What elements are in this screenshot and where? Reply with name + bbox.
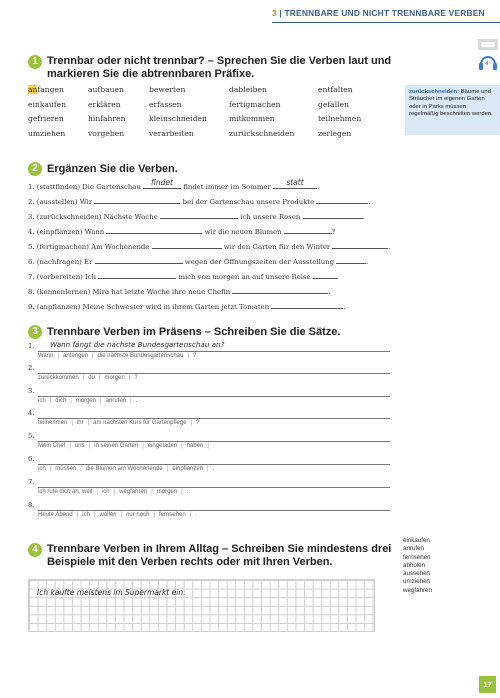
- header-separator: |: [276, 8, 285, 18]
- verb-list-item: fernsehen: [403, 553, 431, 561]
- handwritten-answer: statt: [286, 178, 304, 187]
- audio-track-number: 4: [485, 61, 489, 67]
- answer-line[interactable]: [38, 418, 390, 419]
- exercise-2-line: [28, 180, 319, 191]
- line-prefix: 7. (vorbereiten) Ich: [28, 273, 97, 281]
- line-end: .: [343, 303, 346, 311]
- verb-word[interactable]: bewerten: [149, 85, 186, 94]
- header-rule: [272, 22, 500, 23]
- verb-word[interactable]: gefallen: [318, 100, 349, 109]
- exercise-2-badge: 2: [28, 162, 42, 176]
- word-hint: ich | dich | morgen | anrufen | .: [38, 398, 138, 404]
- answer-line[interactable]: [38, 510, 390, 511]
- hint-word: uns: [74, 443, 85, 449]
- line-prefix: 2. (ausstellen) Wir: [28, 198, 93, 206]
- line-prefix: 6. (nachfragen) Er: [28, 258, 93, 266]
- line-prefix: 9. (anpflanzen) Meine Schwester wird in ihrem Garten jetzt Tomaten: [28, 303, 270, 311]
- hint-word: ihr: [76, 420, 84, 426]
- answer-blank[interactable]: [284, 225, 332, 234]
- exercise-2-title: Ergänzen Sie die Verben.: [47, 163, 178, 175]
- hint-word: anrufen: [105, 398, 127, 404]
- line-prefix: 8. (kennenlernen) Mira hat letzte Woche ihre neue Chefin: [28, 288, 231, 296]
- answer-blank[interactable]: [98, 270, 176, 279]
- info-box: [405, 85, 500, 135]
- writing-area[interactable]: [28, 579, 375, 632]
- hint-word: fernsehen: [159, 512, 186, 518]
- answer-blank[interactable]: [143, 180, 181, 189]
- answer-blank[interactable]: [271, 300, 346, 311]
- hint-word: zurückkommen: [38, 375, 79, 381]
- line-middle: bei der Gartenschau unsere Produkte: [182, 198, 315, 206]
- hint-word: ich rufe dich an, weil: [38, 489, 93, 495]
- info-term: zurückschneiden:: [409, 89, 460, 95]
- highlighted-prefix: an: [28, 85, 38, 94]
- exercise-3-title: Trennbare Verben im Präsens – Schreiben Sie die Sätze.: [47, 326, 341, 338]
- hint-word: dich: [55, 398, 67, 404]
- hint-word: .: [212, 443, 215, 449]
- verb-word[interactable]: entfalten: [318, 85, 353, 94]
- answer-line[interactable]: [38, 464, 390, 465]
- verb-word[interactable]: gefrieren: [28, 114, 64, 123]
- exercise-2-line: [28, 300, 346, 311]
- verb-list: [403, 537, 432, 595]
- exercise-1-title-line1: Trennbar oder nicht trennbar? – Sprechen Sie die Verben laut und: [47, 55, 392, 67]
- hint-word: ich: [82, 512, 90, 518]
- verb-word[interactable]: fertigmachen: [229, 100, 281, 109]
- item-number: 1.: [28, 342, 35, 350]
- hint-word: morgen: [75, 398, 97, 404]
- answer-blank[interactable]: [106, 225, 202, 234]
- hint-word: wegfahren: [119, 489, 148, 495]
- item-number: 5.: [28, 432, 35, 440]
- answer-blank[interactable]: [273, 178, 320, 191]
- chapter-title: TRENNBARE UND NICHT TRENNBARE VERBEN: [284, 8, 485, 18]
- hint-word: Wann: [38, 353, 54, 359]
- chapter-header: [272, 8, 485, 18]
- answer-blank[interactable]: [160, 210, 238, 219]
- hint-word: die Blumen am Wochenende: [85, 466, 163, 472]
- verb-list-item: aussehen: [403, 570, 430, 578]
- exercise-2-line: [28, 270, 339, 281]
- line-middle: ich unsere Rosen: [240, 213, 301, 221]
- exercise-2-line: [28, 255, 368, 266]
- line-prefix: 5. (fertigmachen) Am Wochenende: [28, 243, 150, 251]
- hint-word: teilnehmen: [38, 420, 68, 426]
- line-end: .: [388, 243, 391, 251]
- answer-line[interactable]: [38, 487, 390, 488]
- hint-word: Heute Abend: [38, 512, 73, 518]
- handwritten-answer: Wann fängt die nächste Bundesgartenschau an?: [50, 340, 225, 349]
- line-middle: wegen der Öffnungszeiten der Ausstellung: [184, 258, 335, 266]
- item-number: 6.: [28, 455, 35, 463]
- line-middle: findet immer im Sommer: [183, 183, 271, 191]
- hint-word: ich: [38, 398, 46, 404]
- line-middle: wir den Garten für den Winter: [223, 243, 331, 251]
- verb-word[interactable]: hinfahren: [88, 114, 126, 123]
- answer-blank[interactable]: [95, 255, 183, 264]
- exercise-2-line: [28, 240, 391, 251]
- item-number: 2.: [28, 364, 35, 372]
- info-text: Bäume und Sträucher im eigenen Garten oder in Parks müssen regelmäßig beschnitten werden.: [409, 89, 493, 118]
- exercise-3-badge: 3: [28, 325, 42, 339]
- verb-list-item: einkaufen: [403, 537, 430, 544]
- line-end: .: [368, 198, 371, 206]
- word-hint: Mein Chef | uns | in seinen Garten | eingeladen | haben | .: [38, 443, 215, 449]
- hint-word: .: [135, 398, 138, 404]
- word-hint: Wann | anfangen | die nächste Bundesgartenschau | ?: [38, 353, 197, 359]
- line-end: .: [336, 273, 340, 281]
- verb-word-rest: fangen: [37, 85, 64, 94]
- word-hint: zurückkommen | du | morgen | ?: [38, 375, 138, 381]
- verb-word[interactable]: erklären: [88, 100, 121, 109]
- verb-list-item: wegfahren: [403, 586, 432, 594]
- hint-word: die nächste Bundesgartenschau: [97, 353, 184, 359]
- answer-line[interactable]: [38, 373, 390, 374]
- hint-word: haben: [186, 443, 204, 449]
- line-end: .: [328, 288, 331, 296]
- exercise-1-title: [47, 55, 391, 81]
- exercise-1-badge: 1: [28, 55, 42, 69]
- exercise-4-title: [47, 543, 391, 569]
- hint-word: eingeladen: [147, 443, 178, 449]
- word-hint: Heute Abend | ich | wollen | nur noch | fernsehen | .: [38, 512, 197, 518]
- hint-word: morgen: [104, 375, 125, 381]
- answer-blank[interactable]: [332, 240, 391, 251]
- page-number: 17: [479, 676, 496, 693]
- hint-word: ?: [196, 420, 200, 426]
- hint-word: morgen: [156, 489, 178, 495]
- handwritten-answer: findet: [151, 178, 173, 187]
- hint-word: ?: [134, 375, 138, 381]
- chapter-number: 3: [272, 8, 277, 18]
- hint-word: .: [212, 466, 215, 472]
- verb-word[interactable]: einkaufen: [28, 100, 67, 109]
- hint-word: .: [186, 489, 189, 495]
- hint-word: müssen: [55, 466, 77, 472]
- verb-word[interactable]: kleinschneiden: [149, 114, 207, 123]
- word-hint: ich | müssen | die Blumen am Wochenende | einpflanzen | .: [38, 466, 215, 472]
- exercise-2-line: [28, 225, 335, 236]
- verb-word[interactable]: dableiben: [229, 85, 267, 94]
- exercise-2-line: [28, 210, 365, 221]
- exercise-4-title-line1: Trennbare Verben in Ihrem Alltag – Schreiben Sie mindestens drei: [47, 543, 392, 555]
- exercise-4-badge: 4: [28, 543, 42, 557]
- answer-blank[interactable]: [232, 285, 331, 296]
- line-prefix: 3. (zurückschneiden) Nächste Woche: [28, 213, 158, 221]
- line-prefix: 4. (einpflanzen) Wann: [28, 228, 105, 236]
- item-number: 4.: [28, 409, 35, 417]
- headphones-icon: [477, 39, 499, 75]
- word-hint: teilnehmen | ihr | am nächsten Kurs für Gartenpflege | ?: [38, 420, 200, 426]
- exercise-4-title-line2: Beispiele mit den Verben rechts oder mit Ihren Verben.: [47, 556, 333, 568]
- line-middle: wir die neuen Blumen: [204, 228, 282, 236]
- item-number: 3.: [28, 387, 35, 395]
- answer-blank[interactable]: [313, 270, 340, 281]
- hint-word: wollen: [99, 512, 117, 518]
- verb-word[interactable]: verarbeiten: [149, 129, 194, 138]
- line-end: .: [362, 213, 365, 221]
- handwritten-example: Ich kaufte meistens im Supermarkt ein.: [37, 588, 186, 597]
- line-end: ?: [331, 228, 336, 236]
- verb-list-item: anrufen: [403, 545, 424, 553]
- verb-list-item: umziehen: [403, 578, 430, 586]
- hint-word: du: [88, 375, 95, 381]
- hint-word: ich: [101, 489, 110, 495]
- hint-word: einpflanzen: [172, 466, 204, 472]
- answer-blank[interactable]: [152, 240, 222, 249]
- audio-track[interactable]: [477, 39, 499, 75]
- line-prefix: 1. (stattfinden) Die Gartenschau: [28, 183, 141, 191]
- hint-word: am nächsten Kurs für Gartenpflege: [93, 420, 187, 426]
- exercise-2-line: [28, 195, 371, 206]
- verb-word[interactable]: zerlegen: [318, 129, 352, 138]
- item-number: 7.: [28, 478, 35, 486]
- line-middle: mich von morgen an auf unsere Reise: [178, 273, 311, 281]
- exercise-2-line: [28, 285, 331, 296]
- exercise-1-title-line2: markieren Sie die abtrennbaren Präfixe.: [47, 68, 255, 80]
- verb-word[interactable]: teilnehmen: [318, 114, 362, 123]
- answer-blank[interactable]: [94, 195, 180, 204]
- verb-word[interactable]: umziehen: [28, 129, 66, 138]
- verb-list-item: abholen: [403, 561, 426, 569]
- hint-word: anfangen: [63, 353, 89, 359]
- hint-word: ich: [38, 466, 46, 472]
- verb-word[interactable]: [28, 85, 64, 94]
- hint-word: .: [195, 512, 197, 518]
- answer-blank[interactable]: [336, 255, 369, 266]
- hint-word: nur noch: [126, 512, 150, 518]
- hint-word: ?: [192, 353, 197, 359]
- answer-blank[interactable]: [303, 210, 363, 219]
- item-number: 8.: [28, 501, 35, 509]
- hint-word: in seinen Garten: [94, 443, 139, 449]
- word-hint: ich rufe dich an, weil | ich | wegfahren | morgen | .: [38, 489, 189, 495]
- line-end: .: [366, 258, 369, 266]
- hint-word: Mein Chef: [38, 443, 66, 449]
- answer-line[interactable]: [38, 396, 390, 397]
- answer-blank[interactable]: [316, 195, 371, 206]
- answer-line[interactable]: [38, 441, 390, 442]
- line-end: .: [316, 183, 320, 191]
- verb-word[interactable]: zurückschneiden: [229, 129, 295, 138]
- verb-word[interactable]: vorgeben: [88, 129, 125, 138]
- verb-word[interactable]: mitkommen: [229, 114, 275, 123]
- answer-line[interactable]: [38, 351, 390, 352]
- verb-word[interactable]: erfassen: [149, 100, 182, 109]
- verb-word[interactable]: aufbauen: [88, 85, 124, 94]
